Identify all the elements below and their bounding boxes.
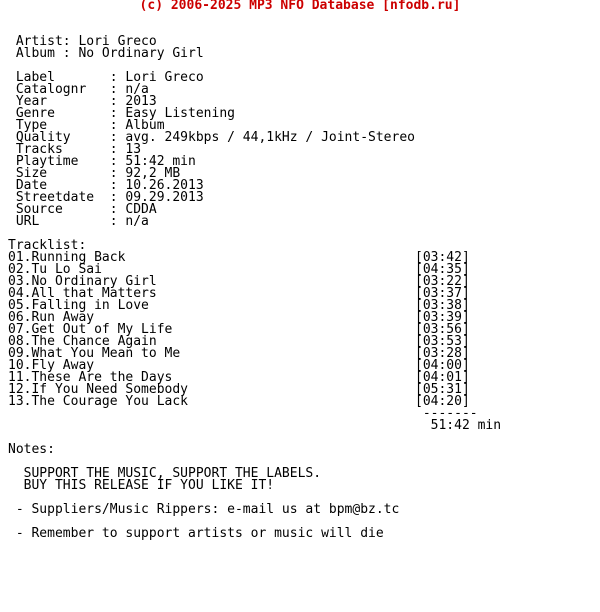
track-row: 02.Tu Lo Sai [04:35] xyxy=(8,262,470,277)
suppliers-line: - Suppliers/Music Rippers: e-mail us at bpm@bz.tc xyxy=(8,502,400,517)
info-size: Size : 92,2 MB xyxy=(8,166,181,181)
track-row: 09.What You Mean to Me [03:28] xyxy=(8,346,470,361)
track-row: 06.Run Away [03:39] xyxy=(8,310,470,325)
info-playtime: Playtime : 51:42 min xyxy=(8,154,196,169)
info-tracks: Tracks : 13 xyxy=(8,142,142,157)
total-playtime: 51:42 min xyxy=(8,418,502,433)
tracklist-heading: Tracklist: xyxy=(8,238,87,253)
remember-line: - Remember to support artists or music will die xyxy=(8,526,384,541)
artist-line: Artist: Lori Greco xyxy=(8,34,157,49)
info-genre: Genre : Easy Listening xyxy=(8,106,235,121)
support-line-2: BUY THIS RELEASE IF YOU LIKE IT! xyxy=(8,478,275,493)
nfodb-banner: (c) 2006-2025 MP3 NFO Database [nfodb.ru] xyxy=(139,0,461,13)
track-row: 07.Get Out of My Life [03:56] xyxy=(8,322,470,337)
track-row: 04.All that Matters [03:37] xyxy=(8,286,470,301)
info-source: Source : CDDA xyxy=(8,202,157,217)
track-row: 08.The Chance Again [03:53] xyxy=(8,334,470,349)
info-catalognr: Catalognr : n/a xyxy=(8,82,149,97)
track-row: 01.Running Back [03:42] xyxy=(8,250,470,265)
track-row: 10.Fly Away [04:00] xyxy=(8,358,470,373)
info-date: Date : 10.26.2013 xyxy=(8,178,204,193)
total-separator: ------- xyxy=(8,406,478,421)
info-streetdate: Streetdate : 09.29.2013 xyxy=(8,190,204,205)
info-type: Type : Album xyxy=(8,118,165,133)
info-quality: Quality : avg. 249kbps / 44,1kHz / Joint-Stereo xyxy=(8,130,415,145)
info-url: URL : n/a xyxy=(8,214,149,229)
track-row: 11.These Are the Days [04:01] xyxy=(8,370,470,385)
track-row: 05.Falling in Love [03:38] xyxy=(8,298,470,313)
support-line-1: SUPPORT THE MUSIC, SUPPORT THE LABELS. xyxy=(8,466,322,481)
info-year: Year : 2013 xyxy=(8,94,157,109)
track-row: 13.The Courage You Lack [04:20] xyxy=(8,394,470,409)
track-row: 12.If You Need Somebody [05:31] xyxy=(8,382,470,397)
notes-heading: Notes: xyxy=(8,442,55,457)
info-label: Label : Lori Greco xyxy=(8,70,204,85)
track-row: 03.No Ordinary Girl [03:22] xyxy=(8,274,470,289)
album-line: Album : No Ordinary Girl xyxy=(8,46,204,61)
